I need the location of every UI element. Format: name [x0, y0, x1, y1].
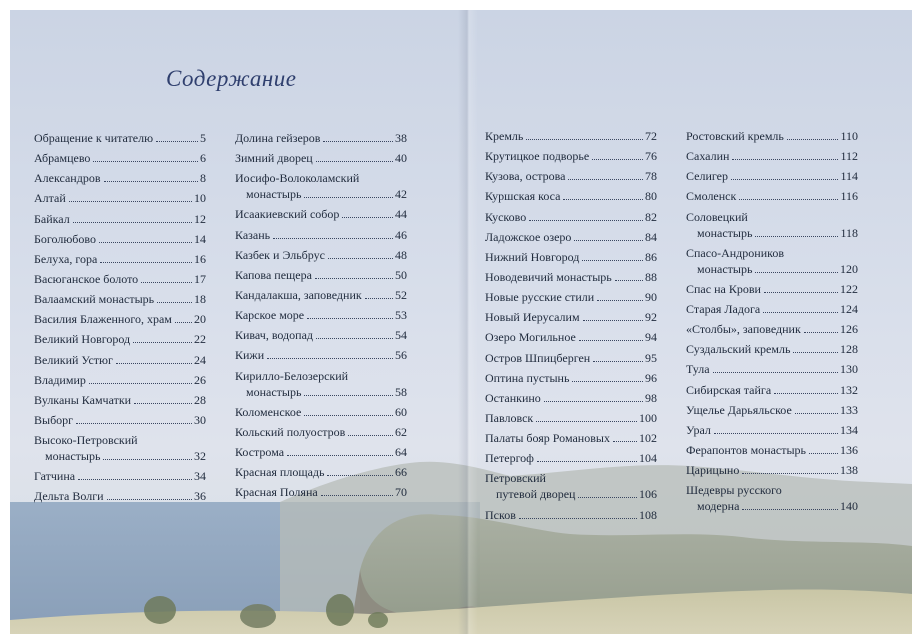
- toc-page-number: 53: [395, 308, 407, 323]
- toc-entry[interactable]: [34, 150, 206, 166]
- toc-column-2: [235, 130, 407, 504]
- toc-entry[interactable]: [34, 468, 206, 484]
- toc-entry[interactable]: [34, 251, 206, 267]
- toc-entry[interactable]: [34, 488, 206, 504]
- toc-page-number: 86: [645, 249, 657, 264]
- toc-entry-title: Белуха, гора: [34, 251, 98, 266]
- dot-leader: [537, 461, 637, 462]
- toc-page-number: 133: [840, 402, 858, 417]
- toc-page-number: 88: [645, 269, 657, 284]
- dot-leader: [774, 393, 838, 394]
- toc-entry-title-continued: монастырь: [246, 384, 302, 399]
- toc-entry-title: Озеро Могильное: [485, 330, 576, 345]
- dot-leader: [742, 473, 838, 474]
- toc-page-number: 40: [395, 151, 407, 166]
- toc-entry-title: Суздальский кремль: [686, 342, 791, 357]
- toc-page-number: 120: [840, 261, 858, 276]
- toc-entry-title: Вулканы Камчатки: [34, 392, 132, 407]
- toc-page-number: 17: [194, 271, 206, 286]
- dot-leader: [519, 518, 637, 519]
- toc-entry[interactable]: [686, 188, 858, 204]
- dot-leader: [536, 421, 637, 422]
- toc-entry[interactable]: [235, 327, 407, 343]
- toc-page-number: 22: [194, 332, 206, 347]
- toc-entry-title: Оптина пустынь: [485, 370, 570, 385]
- toc-entry-title: Ущелье Дарьяльское: [686, 402, 792, 417]
- toc-entry[interactable]: [485, 148, 657, 164]
- toc-entry[interactable]: [485, 410, 657, 426]
- toc-entry-title: Новые русские стили: [485, 290, 595, 305]
- toc-entry[interactable]: [34, 211, 206, 227]
- toc-page-number: 126: [840, 322, 858, 337]
- toc-page-number: 32: [194, 449, 206, 464]
- toc-page-number: 62: [395, 424, 407, 439]
- toc-entry-title: Боголюбово: [34, 231, 96, 246]
- toc-entry-title: Зимний дворец: [235, 151, 313, 166]
- dot-leader: [574, 240, 643, 241]
- toc-entry-title-continued: модерна: [697, 499, 740, 514]
- dot-leader: [755, 272, 838, 273]
- toc-entry-title: Кольский полуостров: [235, 424, 346, 439]
- toc-entry[interactable]: [686, 321, 858, 337]
- toc-entry[interactable]: [235, 404, 407, 420]
- toc-page-number: 42: [395, 187, 407, 202]
- toc-page-number: 28: [194, 392, 206, 407]
- toc-entry-title: Иосифо-Волоколамский: [235, 171, 360, 186]
- toc-entry-title: Кусково: [485, 209, 527, 224]
- toc-entry[interactable]: [485, 329, 657, 345]
- dot-leader: [100, 262, 192, 263]
- toc-page-number: 16: [194, 251, 206, 266]
- toc-entry-title: Кижи: [235, 348, 265, 363]
- toc-entry[interactable]: [235, 424, 407, 440]
- toc-page-number: 116: [840, 189, 858, 204]
- toc-column-4: [686, 128, 858, 518]
- toc-entry[interactable]: [686, 281, 858, 297]
- toc-page-number: 26: [194, 372, 206, 387]
- toc-page-number: 112: [840, 149, 858, 164]
- dot-leader: [103, 459, 192, 460]
- dot-leader: [73, 222, 192, 223]
- toc-entry-title: Спас на Крови: [686, 281, 761, 296]
- toc-entry-title: Новый Иерусалим: [485, 310, 580, 325]
- toc-page-number: 82: [645, 209, 657, 224]
- toc-entry-title: Нижний Новгород: [485, 249, 580, 264]
- contents-title: Содержание: [166, 66, 297, 91]
- toc-entry-title: Кандалакша, заповедник: [235, 287, 362, 302]
- toc-entry[interactable]: [485, 269, 657, 285]
- toc-entry-title: Ладожское озеро: [485, 229, 572, 244]
- toc-entry-title: Селигер: [686, 169, 728, 184]
- toc-entry-title: Сахалин: [686, 149, 730, 164]
- dot-leader: [742, 509, 838, 510]
- toc-entry-title: Великий Устюг: [34, 352, 113, 367]
- toc-entry-title-continued: путевой дворец: [496, 487, 576, 502]
- dot-leader: [327, 475, 393, 476]
- toc-page-number: 95: [645, 350, 657, 365]
- toc-entry-title: Куршская коса: [485, 189, 561, 204]
- toc-page-number: 52: [395, 287, 407, 302]
- dot-leader: [365, 298, 393, 299]
- toc-entry-title: Гатчина: [34, 469, 76, 484]
- toc-entry[interactable]: [485, 370, 657, 386]
- toc-entry[interactable]: [686, 128, 858, 144]
- toc-page-number: 92: [645, 310, 657, 325]
- dot-leader: [273, 238, 393, 239]
- toc-entry-title: Палаты бояр Романовых: [485, 431, 610, 446]
- toc-entry-title: Красная площадь: [235, 465, 325, 480]
- toc-entry[interactable]: [485, 128, 657, 144]
- toc-entry[interactable]: [686, 482, 858, 514]
- toc-entry[interactable]: [235, 484, 407, 500]
- dot-leader: [304, 395, 393, 396]
- dot-leader: [764, 292, 838, 293]
- toc-entry[interactable]: [235, 267, 407, 283]
- toc-entry[interactable]: [686, 168, 858, 184]
- dot-leader: [763, 312, 838, 313]
- dot-leader: [582, 260, 643, 261]
- toc-page-number: 76: [645, 149, 657, 164]
- toc-entry-title: Долина гейзеров: [235, 131, 321, 145]
- toc-page-number: 18: [194, 292, 206, 307]
- toc-entry-title: Новодевичий монастырь: [485, 269, 612, 284]
- toc-entry-title: Ферапонтов монастырь: [686, 442, 807, 457]
- toc-page-number: 12: [194, 211, 206, 226]
- toc-entry[interactable]: [485, 430, 657, 446]
- toc-page-number: 36: [194, 489, 206, 504]
- toc-entry[interactable]: [235, 130, 407, 146]
- dot-leader: [597, 300, 643, 301]
- dot-leader: [529, 220, 643, 221]
- dot-leader: [141, 282, 192, 283]
- toc-page-number: 136: [840, 442, 858, 457]
- toc-page-number: 134: [840, 422, 858, 437]
- dot-leader: [593, 361, 643, 362]
- toc-page-number: 64: [395, 444, 407, 459]
- dot-leader: [287, 455, 393, 456]
- toc-page-number: 56: [395, 348, 407, 363]
- toc-entry[interactable]: [34, 372, 206, 388]
- toc-entry[interactable]: [235, 307, 407, 323]
- dot-leader: [731, 179, 838, 180]
- toc-page-number: 70: [395, 485, 407, 500]
- toc-page-number: 72: [645, 129, 657, 143]
- toc-entry[interactable]: [235, 247, 407, 263]
- toc-entry[interactable]: [235, 170, 407, 202]
- toc-page-number: 84: [645, 229, 657, 244]
- dot-leader: [321, 495, 393, 496]
- dot-leader: [787, 139, 839, 140]
- toc-entry[interactable]: [34, 412, 206, 428]
- toc-page-number: 60: [395, 404, 407, 419]
- toc-page-number: 106: [639, 487, 657, 502]
- toc-entry-title-continued: монастырь: [697, 261, 753, 276]
- dot-leader: [175, 322, 192, 323]
- toc-page-number: 110: [840, 129, 858, 143]
- toc-entry-title: Шедевры русского: [686, 483, 782, 498]
- toc-entry[interactable]: [34, 271, 206, 287]
- toc-page-number: 30: [194, 412, 206, 427]
- toc-entry[interactable]: [485, 188, 657, 204]
- toc-page-number: 46: [395, 227, 407, 242]
- toc-entry-title: Великий Новгород: [34, 332, 131, 347]
- toc-entry-title: Петровский: [485, 471, 546, 486]
- dot-leader: [613, 441, 637, 442]
- dot-leader: [732, 159, 838, 160]
- toc-entry[interactable]: [485, 209, 657, 225]
- toc-entry-title: Соловецкий: [686, 209, 748, 224]
- toc-page-number: 14: [194, 231, 206, 246]
- toc-entry-title: Алтай: [34, 191, 66, 206]
- toc-page-number: 5: [200, 131, 206, 145]
- toc-entry-title: Кузова, острова: [485, 169, 566, 184]
- toc-entry[interactable]: [686, 341, 858, 357]
- dot-leader: [99, 242, 192, 243]
- toc-entry[interactable]: [686, 209, 858, 241]
- dot-leader: [156, 141, 198, 142]
- toc-page-number: 66: [395, 465, 407, 480]
- toc-page-number: 108: [639, 507, 657, 522]
- dot-leader: [315, 278, 393, 279]
- toc-page-number: 38: [395, 131, 407, 145]
- toc-entry-title: Кремль: [485, 129, 524, 143]
- dot-leader: [104, 181, 198, 182]
- toc-entry[interactable]: [34, 190, 206, 206]
- toc-entry[interactable]: [485, 507, 657, 523]
- toc-page-number: 10: [194, 191, 206, 206]
- toc-column-3: [485, 128, 657, 527]
- toc-entry[interactable]: [485, 309, 657, 325]
- toc-entry[interactable]: [686, 462, 858, 478]
- dot-leader: [323, 141, 393, 142]
- toc-page-number: 104: [639, 451, 657, 466]
- dot-leader: [572, 381, 643, 382]
- toc-page-number: 122: [840, 281, 858, 296]
- toc-page-number: 128: [840, 342, 858, 357]
- toc-column-1: [34, 130, 206, 509]
- toc-entry[interactable]: [485, 249, 657, 265]
- toc-entry[interactable]: [34, 311, 206, 327]
- toc-page-number: 78: [645, 169, 657, 184]
- dot-leader: [579, 340, 643, 341]
- toc-entry-title: Высоко-Петровский: [34, 433, 138, 448]
- toc-page-number: 140: [840, 499, 858, 514]
- toc-entry[interactable]: [485, 229, 657, 245]
- toc-entry-title: Кивач, водопад: [235, 328, 314, 343]
- toc-entry-title: Выборг: [34, 412, 74, 427]
- dot-leader: [583, 320, 643, 321]
- toc-page-number: 98: [645, 390, 657, 405]
- toc-entry[interactable]: [686, 442, 858, 458]
- toc-entry-title: Останкино: [485, 390, 541, 405]
- toc-entry-title: Царицыно: [686, 463, 740, 478]
- toc-page-number: 34: [194, 469, 206, 484]
- toc-page-number: 100: [639, 410, 657, 425]
- dot-leader: [304, 197, 393, 198]
- dot-leader: [526, 139, 643, 140]
- toc-entry[interactable]: [235, 227, 407, 243]
- toc-entry[interactable]: [235, 287, 407, 303]
- toc-entry-title: Крутицкое подворье: [485, 149, 590, 164]
- toc-page-number: 94: [645, 330, 657, 345]
- dot-leader: [615, 280, 643, 281]
- page-gutter: [458, 10, 478, 634]
- toc-entry-title: Валаамский монастырь: [34, 292, 155, 307]
- dot-leader: [568, 179, 643, 180]
- dot-leader: [739, 199, 838, 200]
- toc-entry[interactable]: [34, 352, 206, 368]
- dot-leader: [342, 217, 393, 218]
- toc-entry-title-continued: монастырь: [697, 225, 753, 240]
- toc-page-number: 24: [194, 352, 206, 367]
- dot-leader: [267, 358, 393, 359]
- toc-entry[interactable]: [235, 150, 407, 166]
- toc-entry[interactable]: [235, 347, 407, 363]
- toc-entry-title: Капова пещера: [235, 267, 312, 282]
- toc-entry-title: Владимир: [34, 372, 86, 387]
- toc-page-number: 138: [840, 463, 858, 478]
- toc-entry[interactable]: [235, 368, 407, 400]
- toc-entry-title: Васюганское болото: [34, 271, 139, 286]
- dot-leader: [307, 318, 393, 319]
- toc-entry-title: Абрамцево: [34, 151, 91, 166]
- toc-entry[interactable]: [485, 450, 657, 466]
- toc-entry[interactable]: [485, 168, 657, 184]
- dot-leader: [755, 236, 838, 237]
- toc-entry-title: Василия Блаженного, храм: [34, 312, 172, 327]
- toc-entry[interactable]: [34, 170, 206, 186]
- toc-entry-title: Тула: [686, 362, 710, 377]
- toc-entry[interactable]: [485, 470, 657, 502]
- dot-leader: [78, 479, 192, 480]
- dot-leader: [69, 201, 192, 202]
- toc-entry[interactable]: [235, 444, 407, 460]
- toc-entry-title: Коломенское: [235, 404, 302, 419]
- toc-page-number: 48: [395, 247, 407, 262]
- dot-leader: [89, 383, 192, 384]
- toc-entry[interactable]: [686, 148, 858, 164]
- toc-entry-title: «Столбы», заповедник: [686, 322, 801, 337]
- dot-leader: [795, 413, 838, 414]
- toc-entry[interactable]: [34, 291, 206, 307]
- toc-entry-title: Урал: [686, 422, 711, 437]
- toc-entry-title: Остров Шпицберген: [485, 350, 591, 365]
- toc-entry-title: Обращение к читателю: [34, 131, 154, 145]
- toc-entry-title: Псков: [485, 507, 516, 522]
- toc-entry-title: Дельта Волги: [34, 489, 104, 504]
- toc-entry-title: Кирилло-Белозерский: [235, 368, 349, 383]
- toc-entry[interactable]: [34, 392, 206, 408]
- toc-page-number: 50: [395, 267, 407, 282]
- dot-leader: [316, 161, 393, 162]
- toc-entry-title: Казань: [235, 227, 271, 242]
- toc-page-number: 6: [200, 151, 206, 166]
- toc-entry-title: Петергоф: [485, 451, 534, 466]
- dot-leader: [107, 499, 192, 500]
- toc-entry-title: Александров: [34, 171, 101, 186]
- toc-page-number: 90: [645, 290, 657, 305]
- dot-leader: [714, 433, 838, 434]
- dot-leader: [804, 332, 838, 333]
- dot-leader: [133, 342, 192, 343]
- dot-leader: [544, 401, 643, 402]
- toc-entry[interactable]: [686, 382, 858, 398]
- toc-entry[interactable]: [235, 464, 407, 480]
- dot-leader: [93, 161, 198, 162]
- toc-entry-title: Спасо-Андроников: [686, 245, 784, 260]
- toc-entry[interactable]: [485, 390, 657, 406]
- dot-leader: [793, 352, 838, 353]
- toc-page-number: 130: [840, 362, 858, 377]
- dot-leader: [713, 372, 838, 373]
- toc-entry-title-continued: монастырь: [246, 187, 302, 202]
- dot-leader: [578, 497, 637, 498]
- toc-entry[interactable]: [235, 206, 407, 222]
- toc-entry-title: Исаакиевский собор: [235, 207, 340, 222]
- toc-page-number: 58: [395, 384, 407, 399]
- toc-page-number: 118: [840, 225, 858, 240]
- dot-leader: [809, 453, 838, 454]
- toc-entry-title: Байкал: [34, 211, 70, 226]
- toc-page-number: 8: [200, 171, 206, 186]
- toc-entry-title: Кострома: [235, 444, 285, 459]
- toc-entry[interactable]: [686, 402, 858, 418]
- toc-page-number: 44: [395, 207, 407, 222]
- toc-page-number: 80: [645, 189, 657, 204]
- dot-leader: [76, 423, 192, 424]
- toc-page-number: 20: [194, 312, 206, 327]
- dot-leader: [348, 435, 393, 436]
- toc-entry-title: Карское море: [235, 308, 305, 323]
- dot-leader: [563, 199, 643, 200]
- dot-leader: [328, 258, 393, 259]
- dot-leader: [592, 159, 643, 160]
- toc-entry[interactable]: [34, 331, 206, 347]
- toc-entry-title: Старая Ладога: [686, 301, 761, 316]
- dot-leader: [316, 338, 393, 339]
- toc-page-number: 102: [639, 431, 657, 446]
- toc-entry[interactable]: [34, 432, 206, 464]
- toc-page-number: 114: [840, 169, 858, 184]
- toc-entry-title: Павловск: [485, 410, 534, 425]
- dot-leader: [134, 403, 192, 404]
- toc-entry-title: Сибирская тайга: [686, 382, 772, 397]
- toc-entry[interactable]: [686, 301, 858, 317]
- dot-leader: [116, 363, 192, 364]
- toc-entry-title: Смоленск: [686, 189, 737, 204]
- toc-entry[interactable]: [485, 289, 657, 305]
- toc-entry[interactable]: [686, 245, 858, 277]
- toc-entry[interactable]: [34, 231, 206, 247]
- toc-entry-title: Казбек и Эльбрус: [235, 247, 325, 262]
- toc-entry-title: Ростовский кремль: [686, 129, 784, 143]
- toc-page-number: 124: [840, 301, 858, 316]
- toc-entry[interactable]: [686, 422, 858, 438]
- toc-entry[interactable]: [686, 361, 858, 377]
- toc-page-number: 54: [395, 328, 407, 343]
- dot-leader: [304, 415, 393, 416]
- toc-entry-title-continued: монастырь: [45, 449, 101, 464]
- toc-page-number: 96: [645, 370, 657, 385]
- toc-entry[interactable]: [485, 350, 657, 366]
- toc-page-number: 132: [840, 382, 858, 397]
- toc-entry-title: Красная Поляна: [235, 485, 318, 500]
- dot-leader: [157, 302, 192, 303]
- toc-entry[interactable]: [34, 130, 206, 146]
